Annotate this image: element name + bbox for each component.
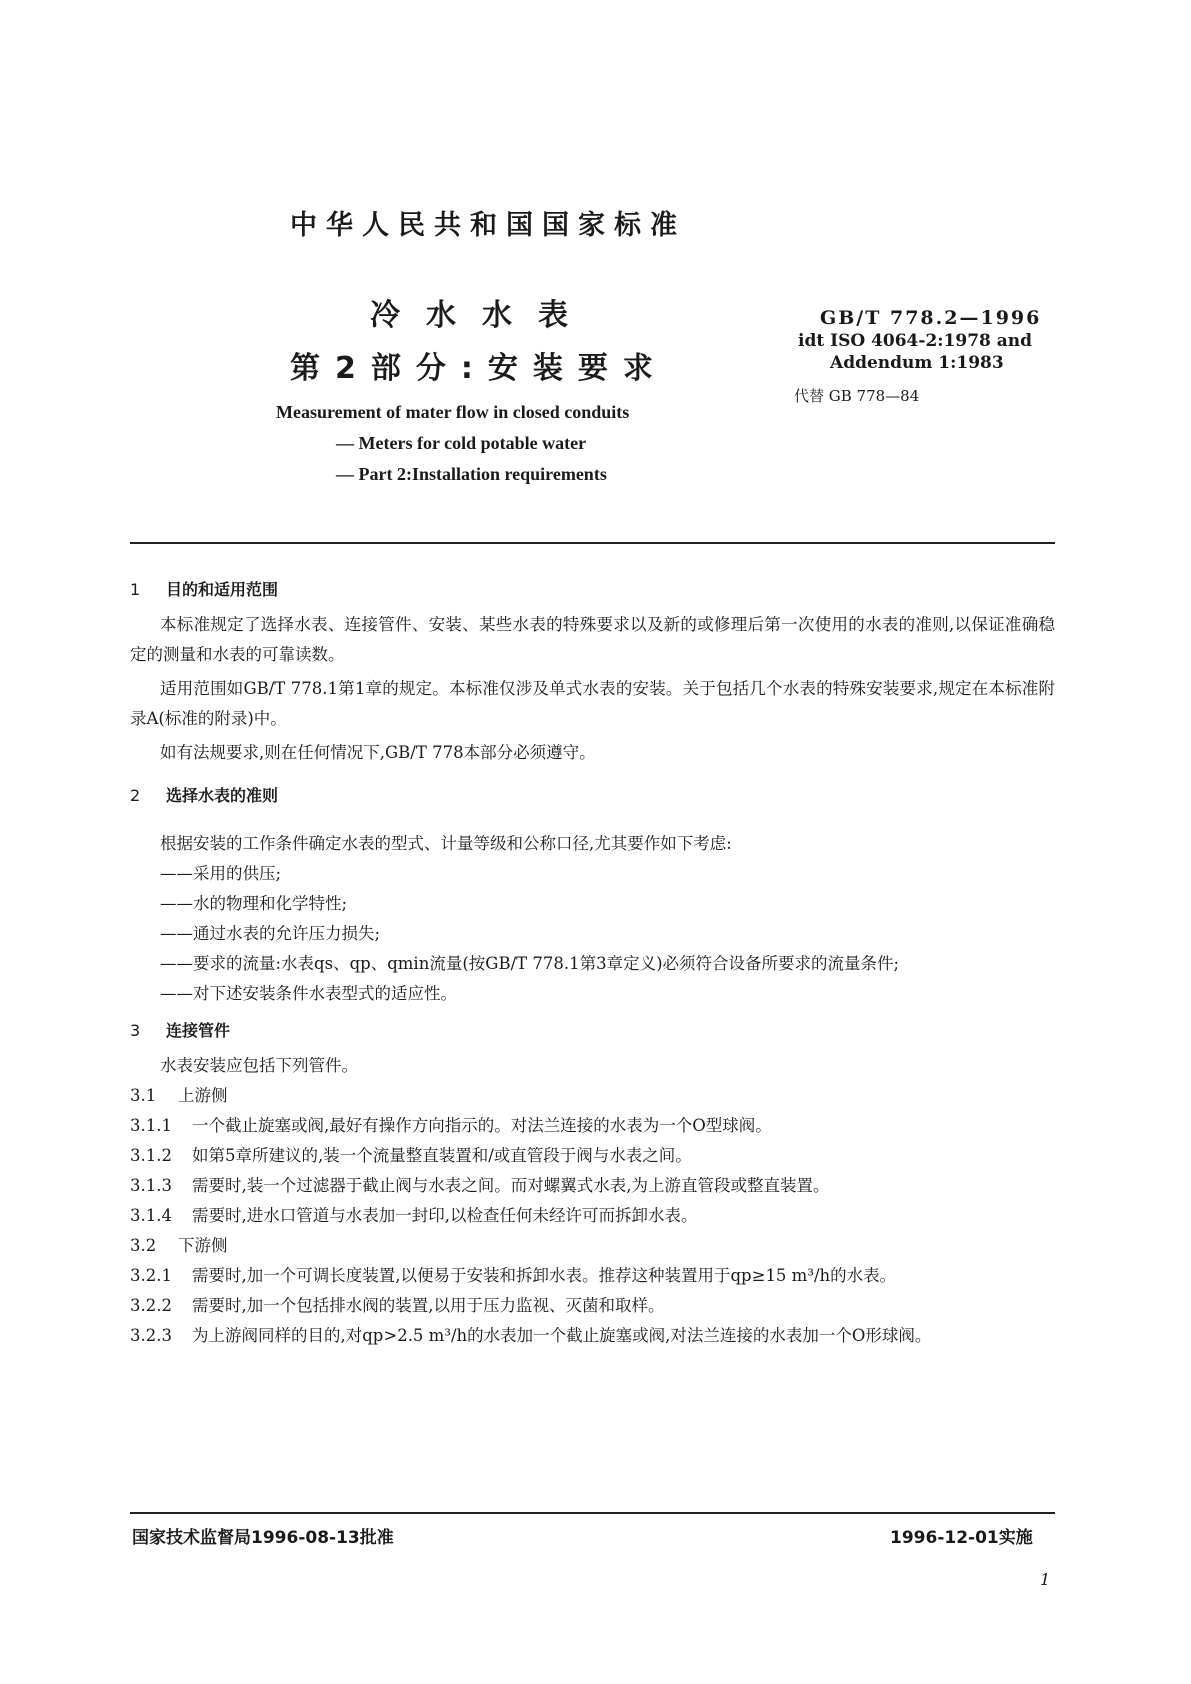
document-body	[130, 580, 1055, 1351]
section-2-heading	[130, 786, 1055, 806]
paragraph: 水表安装应包括下列管件。	[160, 1056, 358, 1075]
title-main: 冷水水表	[370, 298, 594, 333]
subsection-3-2	[130, 1231, 1055, 1261]
list-item: ——通过水表的允许压力损失;	[160, 924, 381, 943]
clause-number: 3.1.3	[130, 1176, 172, 1195]
clause-text: 为上游阀同样的目的,对qp>2.5 m³/h的水表加一个截止旋塞或阀,对法兰连接的水表加一个O形球阀。	[192, 1326, 932, 1345]
clause-3-2-3	[130, 1321, 1055, 1351]
title-part: 第2部分:安装要求	[290, 351, 668, 386]
section-title: 选择水表的准则	[166, 786, 279, 805]
paragraph: 根据安装的工作条件确定水表的型式、计量等级和公称口径,尤其要作如下考虑:	[160, 834, 732, 853]
replaces-standard: 代替 GB 778—84	[794, 387, 920, 405]
iso-equivalence: idt ISO 4064-2:1978 and	[798, 331, 1033, 351]
clause-number: 3.2	[130, 1236, 157, 1255]
paragraph: 如有法规要求,则在任何情况下,GB/T 778本部分必须遵守。	[160, 743, 596, 762]
national-standard-heading: 中华人民共和国国家标准	[290, 210, 686, 241]
paragraph: 本标准规定了选择水表、连接管件、安装、某些水表的特殊要求以及新的或修理后第一次使用的水表的准则,以保证准确稳定的测量和水表的可靠读数。	[130, 615, 1055, 664]
clause-3-1-3	[130, 1171, 1055, 1201]
header-divider	[130, 542, 1055, 544]
clause-number: 3.2.2	[130, 1296, 172, 1315]
page-number: 1	[1040, 1570, 1051, 1589]
addendum: Addendum 1:1983	[830, 353, 1004, 373]
section-number: 1	[130, 580, 141, 599]
effective-date: 1996-12-01实施	[890, 1528, 1033, 1548]
section-number: 3	[130, 1021, 141, 1040]
section-title: 目的和适用范围	[166, 580, 279, 599]
clause-text: 需要时,进水口管道与水表加一封印,以检查任何未经许可而拆卸水表。	[192, 1206, 698, 1225]
list-item: ——采用的供压;	[160, 864, 282, 883]
list-item: ——水的物理和化学特性;	[160, 894, 348, 913]
clause-text: 一个截止旋塞或阀,最好有操作方向指示的。对法兰连接的水表为一个O型球阀。	[192, 1116, 772, 1135]
section-1-heading	[130, 580, 1055, 600]
clause-number: 3.1.2	[130, 1146, 172, 1165]
list-item: ——要求的流量:水表qs、qp、qmin流量(按GB/T 778.1第3章定义)必须符合设备所要求的流量条件;	[160, 954, 900, 973]
clause-text: 需要时,加一个包括排水阀的装置,以用于压力监视、灭菌和取样。	[192, 1296, 665, 1315]
section-3-heading	[130, 1021, 1055, 1041]
clause-number: 3.2.3	[130, 1326, 172, 1345]
section-number: 2	[130, 786, 141, 805]
paragraph: 适用范围如GB/T 778.1第1章的规定。本标准仅涉及单式水表的安装。关于包括几个水表的特殊安装要求,规定在本标准附录A(标准的附录)中。	[130, 679, 1055, 728]
clause-3-1-1	[130, 1111, 1055, 1141]
footer-divider	[130, 1512, 1055, 1514]
clause-number: 3.2.1	[130, 1266, 172, 1285]
clause-number: 3.1.4	[130, 1206, 172, 1225]
clause-number: 3.1.1	[130, 1116, 172, 1135]
clause-text: 需要时,装一个过滤器于截止阀与水表之间。而对螺翼式水表,为上游直管段或整直装置。	[192, 1176, 830, 1195]
standard-code: GB/T 778.2—1996	[820, 307, 1042, 329]
clause-text: 需要时,加一个可调长度装置,以便易于安装和拆卸水表。推荐这种装置用于qp≥15 m³/h的水表。	[192, 1266, 897, 1285]
clause-3-1-2	[130, 1141, 1055, 1171]
list-item: ——对下述安装条件水表型式的适应性。	[160, 984, 457, 1003]
approval-date: 国家技术监督局1996-08-13批准	[132, 1528, 394, 1548]
clause-number: 3.1	[130, 1086, 157, 1105]
clause-text: 如第5章所建议的,装一个流量整直装置和/或直管段于阀与水表之间。	[192, 1146, 692, 1165]
clause-3-1-4	[130, 1201, 1055, 1231]
english-title-line-1: Measurement of mater flow in closed conduits	[276, 402, 630, 422]
clause-3-2-1	[130, 1261, 1055, 1291]
clause-title: 下游侧	[178, 1236, 228, 1255]
clause-title: 上游侧	[178, 1086, 228, 1105]
subsection-3-1	[130, 1081, 1055, 1111]
clause-3-2-2	[130, 1291, 1055, 1321]
english-title-line-3: — Part 2:Installation requirements	[336, 464, 607, 484]
english-title-line-2: — Meters for cold potable water	[336, 433, 587, 453]
section-title: 连接管件	[166, 1021, 231, 1040]
